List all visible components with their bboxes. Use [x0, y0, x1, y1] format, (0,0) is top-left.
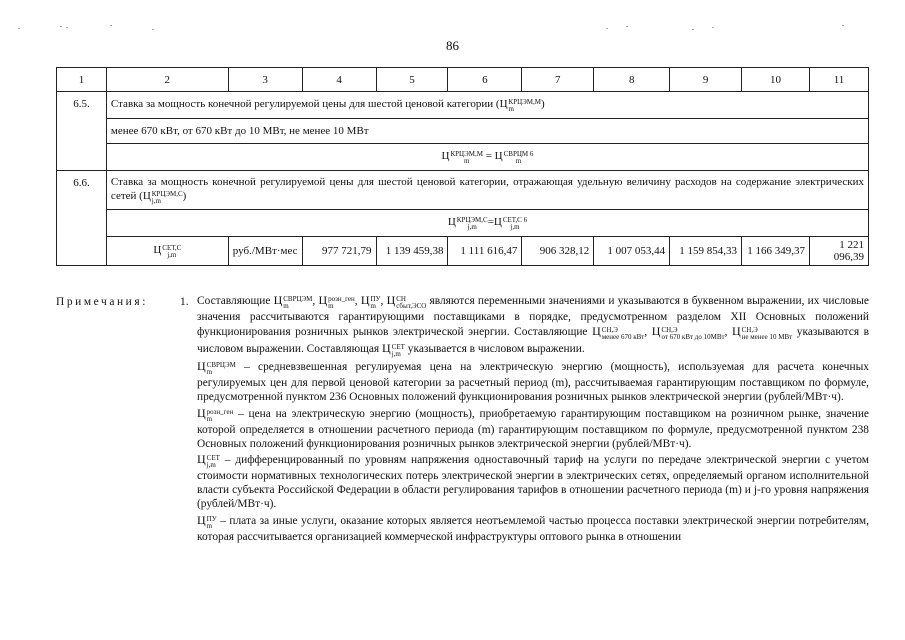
- note-paragraph: Ц СЕТ j,m – дифференцированный по уровням напряжения одноставочный тариф на услуги по передаче электрической энергии с учетом стоимости нормативных технологических потерь электрической энергии в электрических сетях, определяемый органом исполнительной власти субъекта Российской Федерации в области регулирования тарифов в отношении расчетного периода (m) и j-го уровня напряжения (рублей/МВт·ч).: [197, 452, 869, 511]
- header-cell: 11: [809, 68, 868, 92]
- tariff-symbol: (Ц КРЦЭМ,С j,m ): [139, 190, 187, 205]
- value-cell: 1 221 096,39: [809, 237, 868, 266]
- header-cell: 9: [670, 68, 742, 92]
- scan-specks: [0, 22, 905, 32]
- table-row: [57, 144, 869, 171]
- header-cell: 10: [742, 68, 810, 92]
- formula-cell: Ц КРЦЭМ,С j,m =Ц СЕТ,С 6 j,m: [106, 210, 868, 237]
- row-title-text: Ставка за мощность конечной регулируемой цены для шестой ценовой категории: [110, 97, 494, 110]
- note-paragraph: Ц ПУ m – плата за иные услуги, оказание которых является неотъемлемой частью процесса поставки электрической энергии потребителям, которая рассчитывается организацией коммерческой инфраструктуры оптового рынка в отношении: [197, 512, 869, 543]
- value-cell: 1 111 616,47: [448, 237, 522, 266]
- value-cell: 1 139 459,38: [376, 237, 448, 266]
- header-cell: 8: [594, 68, 670, 92]
- table-row: [57, 171, 869, 210]
- table-row: [57, 237, 869, 266]
- header-cell: 5: [376, 68, 448, 92]
- notes-body: [197, 293, 869, 544]
- header-cell: 7: [522, 68, 594, 92]
- note-paragraph: Составляющие Ц СВРЦЭМ m , Ц розн_ген m , Ц ПУ m , Ц СН сбыт,ЭСО являются переменными значениями и указываются в буквенном выражении, их числовые значения рассчитываются гарантирующими поставщиками в порядке, предусмотренном разделом XII Основных положений функционирования розничных рынков электрической энергии. Составляющие Ц СН,Э менее 670 кВт , Ц СН,Э от 670 кВт до 10МВт , Ц СН,Э не менее 10 МВт указываются в числовом выражении. Составляющая Ц СЕТ j,m указывается в числовом выражении.: [197, 293, 870, 359]
- value-cell: 1 007 053,44: [594, 237, 670, 266]
- data-symbol-cell: Ц СЕТ,С j,m: [106, 237, 228, 266]
- table-row: [57, 92, 869, 119]
- note-paragraph: Ц СВРЦЭМ m – средневзвешенная регулируемая цена на электрическую энергию (мощность), используемая для расчета конечных регулируемых цен для первой ценовой категории за расчетный период (m), рассчитываемая гарантирующим поставщиком по формуле, предусмотренной пунктом 236 Основных положений функционирования розничных рынков электрической энергии (рублей/МВт·ч).: [197, 359, 869, 404]
- row-title: [106, 92, 868, 119]
- formula-cell: Ц КРЦЭМ,М m = Ц СВРЦМ 6 m: [106, 144, 868, 171]
- row-title-text: Ставка за мощность конечной регулируемой цены для шестой ценовой категории, отражающая удельную величину расходов на содержание электрических сетей: [110, 176, 864, 202]
- table-row: [57, 210, 869, 237]
- unit-cell: руб./МВт·мес: [228, 237, 302, 266]
- notes-section: [56, 293, 869, 545]
- header-cell: 4: [302, 68, 376, 92]
- row-number: 6.6.: [57, 171, 107, 266]
- header-cell: 2: [106, 68, 228, 92]
- notes-number: 1.: [180, 296, 189, 308]
- value-cell: 977 721,79: [302, 237, 376, 266]
- tariff-symbol: (Ц КРЦЭМ,М m ): [495, 97, 545, 113]
- table-row: [57, 119, 869, 144]
- row-number: 6.5.: [57, 92, 107, 171]
- value-cell: 1 159 854,33: [670, 237, 742, 266]
- tariff-table: [56, 67, 869, 266]
- row-subrange: менее 670 кВт, от 670 кВт до 10 МВт, не менее 10 МВт: [106, 119, 868, 144]
- header-cell: 3: [228, 68, 302, 92]
- page-number: 86: [446, 38, 459, 53]
- note-paragraph: Ц розн_ген m – цена на электрическую энергию (мощность), приобретаемую гарантирующим поставщиком на розничном рынке, значение которой определяется в отношении расчетного периода (m) гарантирующим поставщиком по формуле, предусмотренной пунктом 238 Основных положений функционирования розничных рынков электрической энергии (рублей/МВт·ч).: [197, 405, 869, 450]
- value-cell: 906 328,12: [522, 237, 594, 266]
- table-header-row: [57, 68, 869, 92]
- notes-label: Примечания:: [56, 296, 148, 308]
- value-cell: 1 166 349,37: [742, 237, 810, 266]
- header-cell: 1: [57, 68, 107, 92]
- header-cell: 6: [448, 68, 522, 92]
- row-title: [106, 171, 868, 210]
